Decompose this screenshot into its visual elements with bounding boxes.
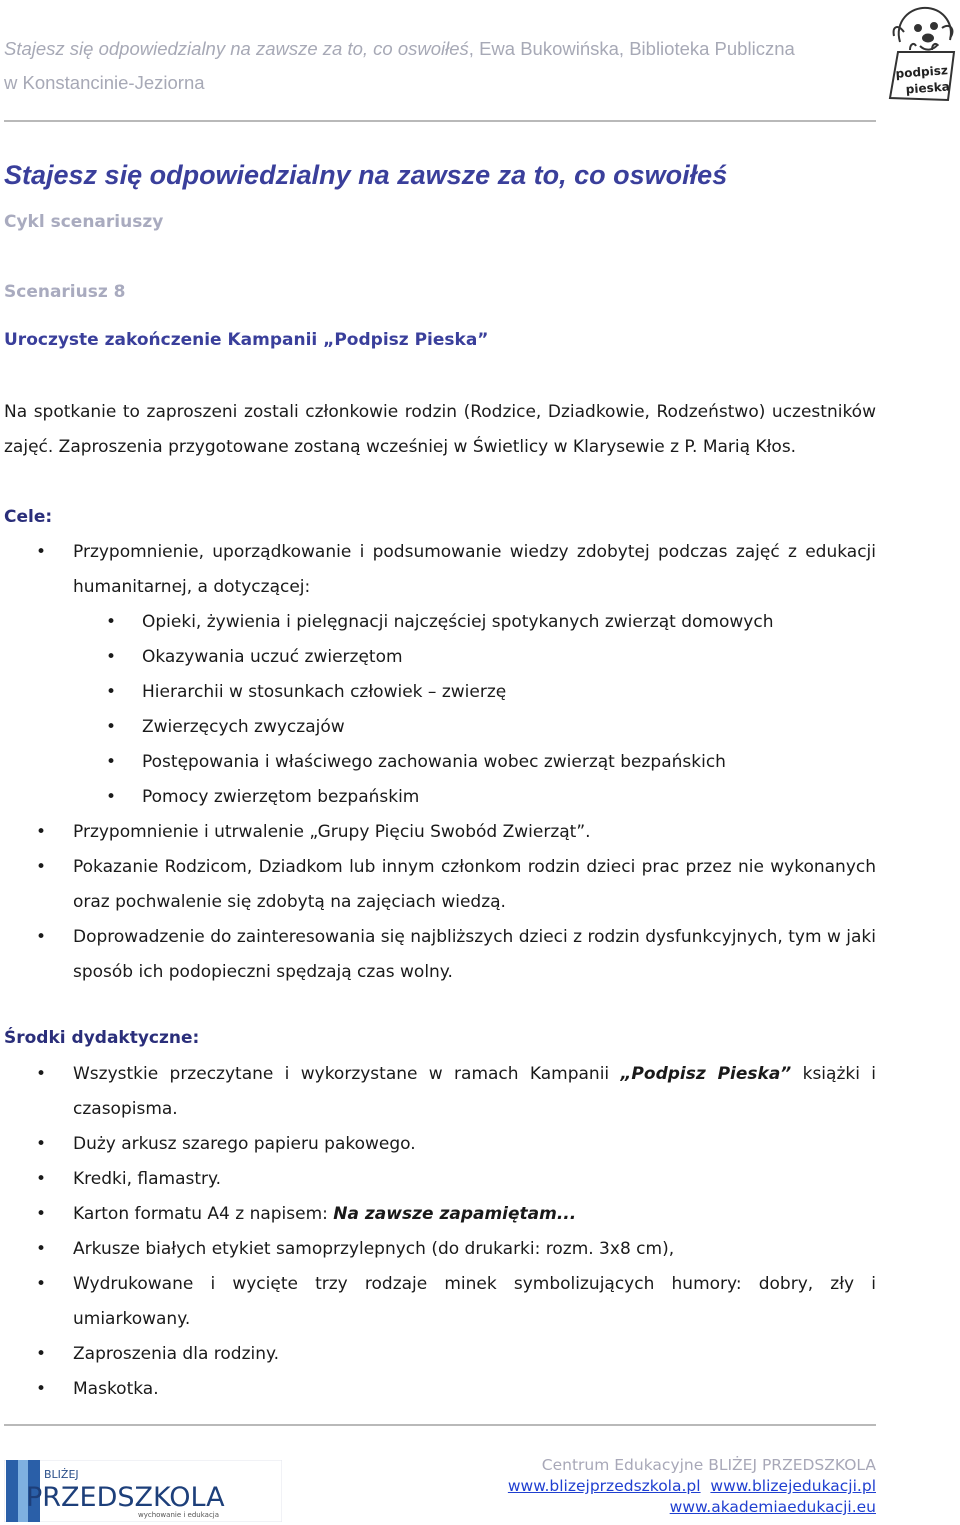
goals-list — [0, 535, 876, 990]
materials-heading: Środki dydaktyczne: — [4, 1028, 200, 1048]
podpisz-pieska-logo — [884, 2, 958, 104]
list-item: • Przypomnienie i utrwalenie „Grupy Pięciu Swobód Zwierząt”. — [0, 815, 876, 850]
list-item: • Wydrukowane i wycięte trzy rodzaje minek symbolizujących humory: dobry, zły i umiarkowany. — [0, 1267, 876, 1337]
campaign-name: „Podpisz Pieska” — [620, 1064, 792, 1084]
card-caption: Na zawsze zapamiętam... — [333, 1204, 577, 1224]
material-text: Wszystkie przeczytane i wykorzystane w ramach Kampanii — [73, 1064, 621, 1084]
list-item: • Przypomnienie, uporządkowanie i podsumowanie wiedzy zdobytej podczas zajęć z edukacji humanitarnej, a dotyczącej: — [0, 535, 876, 605]
intro-paragraph: Na spotkanie to zaproszeni zostali członkowie rodzin (Rodzice, Dziadkowie, Rodzeństwo) uczestników zajęć. Zaproszenia przygotowane zostaną wcześniej w Świetlicy w Klarysewie z P. Marią Kłos. — [4, 402, 876, 457]
list-item: • Doprowadzenie do zainteresowania się najbliższych dzieci z rodzin dysfunkcyjnych, tym w jaki sposób ich podopieczni spędzają czas wolny. — [0, 920, 876, 990]
footer-link-akademiaedukacji[interactable]: www.akademiaedukacji.eu — [669, 1498, 876, 1516]
list-item: • Duży arkusz szarego papieru pakowego. — [0, 1127, 876, 1162]
footer-link-blizejprzedszkola[interactable]: www.blizejprzedszkola.pl — [507, 1477, 701, 1495]
running-header — [4, 32, 876, 100]
header-divider — [4, 120, 876, 122]
list-item: • Hierarchii w stosunkach człowiek – zwierzę — [0, 675, 876, 710]
material-text: Karton formatu A4 z napisem: — [73, 1204, 334, 1224]
material-text: książki i czasopisma. — [73, 1064, 876, 1119]
running-header-line1 — [4, 32, 876, 66]
logo-tagline: wychowanie i edukacja — [138, 1511, 220, 1519]
logo-text-line2: pieska — [905, 79, 951, 97]
blizej-przedszkola-logo — [4, 1460, 282, 1522]
list-item: • Pokazanie Rodzicom, Dziadkom lub innym członkom rodzin dzieci prac przez nie wykonanych oraz pochwalenie się zdobytą na zajęciach wiedzą. — [0, 850, 876, 920]
footer-link-blizejedukacji[interactable]: www.blizejedukacji.pl — [710, 1477, 876, 1495]
footer-links-row-2 — [508, 1497, 876, 1518]
running-header-line2: w Konstancinie-Jeziorna — [4, 72, 205, 93]
scenario-title: Uroczyste zakończenie Kampanii „Podpisz Pieska” — [4, 330, 489, 350]
materials-list — [0, 1057, 876, 1407]
list-item: • Zaproszenia dla rodziny. — [0, 1337, 876, 1372]
page-title: Stajesz się odpowiedzialny na zawsze za to, co oswoiłeś — [4, 160, 728, 190]
list-item: • Opieki, żywienia i pielęgnacji najczęściej spotykanych zwierząt domowych — [0, 605, 876, 640]
series-label: Cykl scenariuszy — [4, 212, 164, 232]
footer-organization: Centrum Edukacyjne BLIŻEJ PRZEDSZKOLA — [541, 1456, 876, 1474]
list-item: • Pomocy zwierzętom bezpańskim — [0, 780, 876, 815]
list-item: • Okazywania uczuć zwierzętom — [0, 640, 876, 675]
footer-divider — [4, 1424, 876, 1426]
scenario-number: Scenariusz 8 — [4, 282, 126, 302]
running-header-author: , Ewa Bukowińska, Biblioteka Publiczna — [468, 38, 795, 59]
list-item: • Zwierzęcych zwyczajów — [0, 710, 876, 745]
goals-heading: Cele: — [4, 507, 53, 527]
list-item: • Arkusze białych etykiet samoprzylepnych (do drukarki: rozm. 3x8 cm), — [0, 1232, 876, 1267]
logo-small-text: BLIŻEJ — [44, 1468, 79, 1481]
list-item — [0, 1197, 876, 1232]
footer-links-row — [508, 1476, 876, 1497]
logo-text-line1: podpisz — [895, 63, 949, 81]
list-item: • Postępowania i właściwego zachowania wobec zwierząt bezpańskich — [0, 745, 876, 780]
running-header-title: Stajesz się odpowiedzialny na zawsze za to, co oswoiłeś — [4, 38, 469, 59]
list-item: • Kredki, flamastry. — [0, 1162, 876, 1197]
logo-big-text: PRZEDSZKOLA — [26, 1482, 225, 1513]
list-item: • Maskotka. — [0, 1372, 876, 1407]
footer-contact — [508, 1455, 876, 1518]
list-item — [0, 1057, 876, 1127]
